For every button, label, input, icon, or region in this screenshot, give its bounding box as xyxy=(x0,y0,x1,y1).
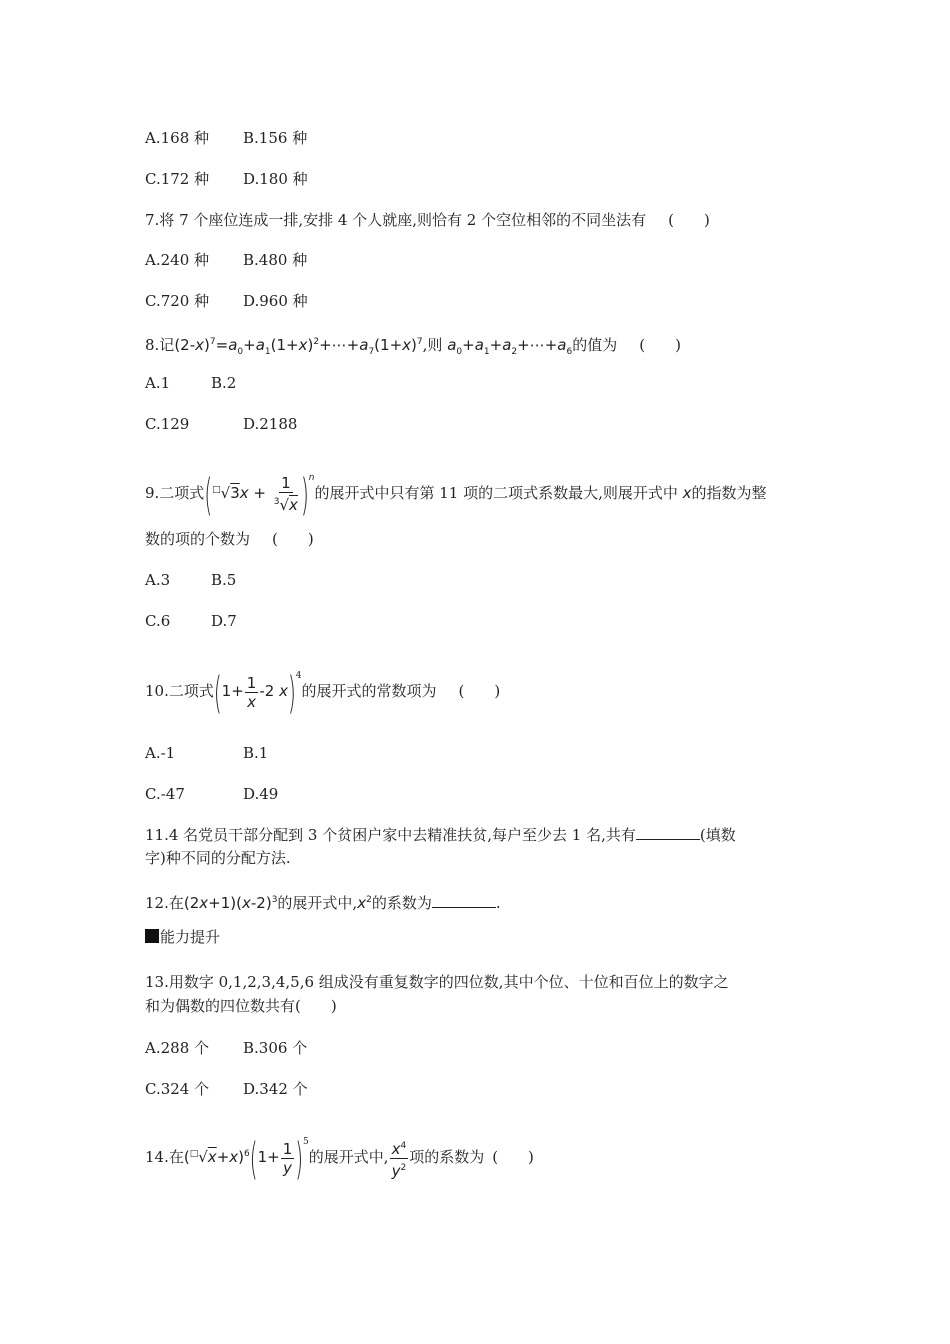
q10-stem: 10.二项式(1+ $\frac{1}{x}$ -2 x)$^4$的展开式的常数项为 ( ) xyxy=(145,665,501,719)
q9-var: x xyxy=(682,484,692,502)
q8-mid: ,则 xyxy=(422,336,443,354)
q8-formula: $(2-x)^7=a_0+a_1(1+x)^2+\cdots+a_7(1+x)^7$ xyxy=(174,336,423,357)
q9-stem-line2 xyxy=(145,529,314,549)
q6-option-d: D.180 种 xyxy=(243,170,308,188)
q8-paren: ( ) xyxy=(639,336,681,354)
q9-text1: 的展开式中只有第 11 项的二项式系数最大,则展开式中 xyxy=(314,484,678,502)
q7-option-b: B.480 种 xyxy=(243,251,308,269)
q11-text-a: 11.4 名党员干部分配到 3 个贫困户家中去精准扶贫,每户至少去 1 名,共有 xyxy=(145,826,636,844)
q6-option-b: B.156 种 xyxy=(243,129,308,147)
q13-option-a: A.288 个 xyxy=(145,1039,209,1057)
q13-option-d: D.342 个 xyxy=(243,1080,308,1098)
q7-text: 7.将 7 个座位连成一排,安排 4 个人就座,则恰有 2 个空位相邻的不同坐法有 xyxy=(145,211,647,229)
q13-option-b: B.306 个 xyxy=(243,1039,308,1057)
q8-stem xyxy=(145,332,681,362)
q10-expression: 1+ xyxy=(221,682,244,700)
q12-term: $x^2$ xyxy=(357,894,372,912)
q13-option-c: C.324 个 xyxy=(145,1080,210,1098)
q14-paren: ( ) xyxy=(492,1148,534,1166)
q6-option-c: C.172 种 xyxy=(145,170,210,188)
q9-option-b: B.5 xyxy=(211,571,237,589)
q9-option-d: D.7 xyxy=(211,612,237,630)
q10-paren: ( ) xyxy=(458,682,501,700)
q12-formula: $(2x+1)(x-2)^3$ xyxy=(183,894,278,912)
q12-suffix: 的系数为 xyxy=(371,894,432,912)
q8-option-c: C.129 xyxy=(145,415,190,433)
q12-end: . xyxy=(495,894,501,912)
q14-mid: 的展开式中, xyxy=(308,1148,389,1166)
q9-option-a: A.3 xyxy=(145,571,171,589)
q12-mid: 的展开式中, xyxy=(277,894,358,912)
q9-stem: 9.二项式(□√3x + $\frac{1}{^3√x}$ )$^n$的展开式中只有第 11 项的二项式系数最大,则展开式中 x的指数为整 xyxy=(145,467,767,521)
q8-suffix: 的值为 xyxy=(572,336,618,354)
q14-expression: $(^□√x+x)^6$ xyxy=(183,1148,250,1166)
q14-fraction-2: $\frac{x^4}{y^2}$ xyxy=(390,1137,409,1180)
q9-option-c: C.6 xyxy=(145,612,171,630)
q7-paren: ( ) xyxy=(668,211,710,229)
q9-text3: 数的项的个数为 xyxy=(145,530,251,548)
q11-text-b: (填数 xyxy=(699,826,736,844)
q11-line2: 字)种不同的分配方法. xyxy=(145,849,291,867)
q14-suffix: 项的系数为 xyxy=(409,1148,485,1166)
q8-option-d: D.2188 xyxy=(243,415,298,433)
q9-paren: ( ) xyxy=(272,530,314,548)
q8-sum: $a_0+a_1+a_2+\cdots+a_6$ xyxy=(447,336,573,357)
q8-option-a: A.1 xyxy=(145,374,171,392)
q8-prefix: 8.记 xyxy=(145,336,175,354)
section-heading xyxy=(145,927,220,947)
q12-stem xyxy=(145,890,501,913)
q11-line1 xyxy=(145,824,736,845)
q9-expression: □√3x + xyxy=(212,484,271,502)
q9-text2: 的指数为整 xyxy=(691,484,767,502)
q9-prefix: 9.二项式 xyxy=(145,484,205,502)
q14-fraction-1: $\frac{1}{y}$ xyxy=(282,1139,293,1177)
q11-blank[interactable] xyxy=(636,824,700,840)
q12-prefix: 12.在 xyxy=(145,894,184,912)
q8-option-b: B.2 xyxy=(211,374,237,392)
section-square-icon xyxy=(145,929,159,943)
q13-line1: 13.用数字 0,1,2,3,4,5,6 组成没有重复数字的四位数,其中个位、十位和百位上的数字之 xyxy=(145,973,729,991)
q13-line2: 和为偶数的四位数共有( ) xyxy=(145,997,337,1015)
q7-option-a: A.240 种 xyxy=(145,251,209,269)
q14-stem: 14.在$(^□√x+x)^6(1+$ $\frac{1}{y}$ )$^5$的展开式中, $\frac{x^4}{y^2}$ 项的系数为 ( ) xyxy=(145,1131,534,1185)
q10-fraction: $\frac{1}{x}$ xyxy=(246,673,257,711)
q14-prefix: 14.在 xyxy=(145,1148,184,1166)
q10-prefix: 10.二项式 xyxy=(145,682,214,700)
q10-option-c: C.-47 xyxy=(145,785,185,803)
q7-option-c: C.720 种 xyxy=(145,292,210,310)
section-title: 能力提升 xyxy=(160,928,221,946)
q7-stem xyxy=(145,210,710,230)
q12-blank[interactable] xyxy=(432,892,496,908)
q10-option-a: A.-1 xyxy=(145,744,176,762)
q10-text: 的展开式的常数项为 xyxy=(301,682,437,700)
q10-option-d: D.49 xyxy=(243,785,279,803)
q9-fraction: $\frac{1}{^3√x}$ xyxy=(273,474,298,514)
q7-option-d: D.960 种 xyxy=(243,292,308,310)
q6-option-a: A.168 种 xyxy=(145,129,209,147)
q10-option-b: B.1 xyxy=(243,744,269,762)
